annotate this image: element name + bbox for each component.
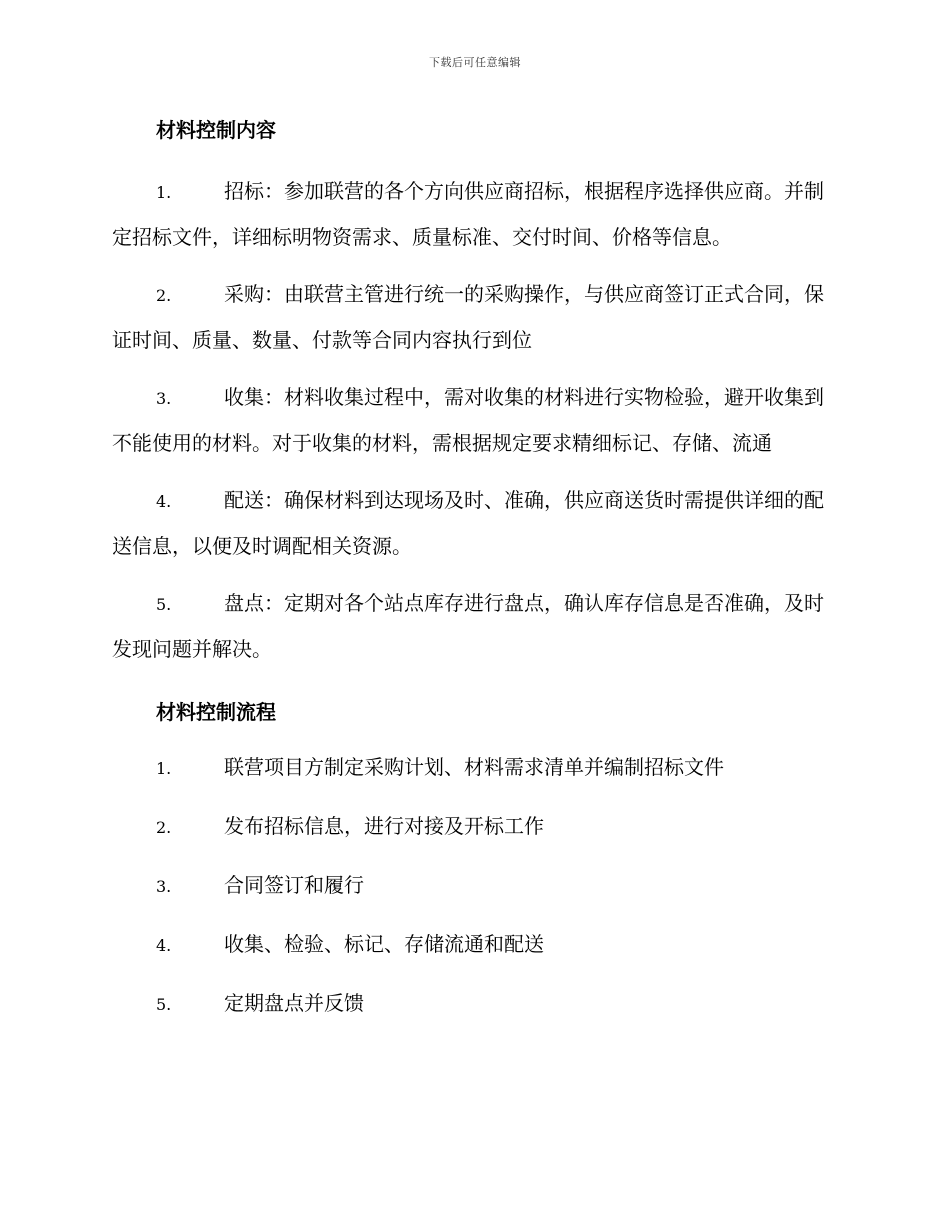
item-text: 盘点：定期对各个站点库存进行盘点，确认库存信息是否准确，及时发现问题并解决。 [112,591,824,661]
section-title-process: 材料控制流程 [156,700,276,724]
item-text: 采购：由联营主管进行统一的采购操作，与供应商签订正式合同，保证时间、质量、数量、付款等合同内容执行到位 [112,282,824,352]
item-text: 合同签订和履行 [224,873,364,897]
list-item [112,478,842,569]
item-number: 3. [156,389,172,408]
item-number: 5. [156,595,172,614]
item-text: 联营项目方制定采购计划、材料需求清单并编制招标文件 [224,755,724,779]
item-number: 4. [156,492,172,511]
header-note: 下载后可任意编辑 [429,56,521,69]
item-number: 1. [156,759,172,778]
list-item [112,869,842,903]
section-title-content: 材料控制内容 [156,118,276,142]
item-number: 3. [156,877,172,896]
list-item [112,272,842,363]
list-item [112,751,842,785]
list-item [112,810,842,844]
item-text: 收集：材料收集过程中，需对收集的材料进行实物检验，避开收集到不能使用的材料。对于收集的材料，需根据规定要求精细标记、存储、流通 [112,385,824,455]
item-number: 1. [156,183,172,202]
list-item [112,987,842,1021]
list-item [112,375,842,466]
item-number: 2. [156,286,172,305]
item-number: 5. [156,995,172,1014]
item-number: 2. [156,818,172,837]
list-item [112,169,842,260]
item-number: 4. [156,936,172,955]
item-text: 配送：确保材料到达现场及时、准确，供应商送货时需提供详细的配送信息，以便及时调配相关资源。 [112,488,824,558]
document-body [112,114,842,1046]
item-text: 发布招标信息，进行对接及开标工作 [224,814,544,838]
item-text: 收集、检验、标记、存储流通和配送 [224,932,544,956]
list-item [112,928,842,962]
list-item [112,581,842,672]
item-text: 招标：参加联营的各个方向供应商招标，根据程序选择供应商。并制定招标文件，详细标明物资需求、质量标准、交付时间、价格等信息。 [112,179,824,249]
item-text: 定期盘点并反馈 [224,991,364,1015]
